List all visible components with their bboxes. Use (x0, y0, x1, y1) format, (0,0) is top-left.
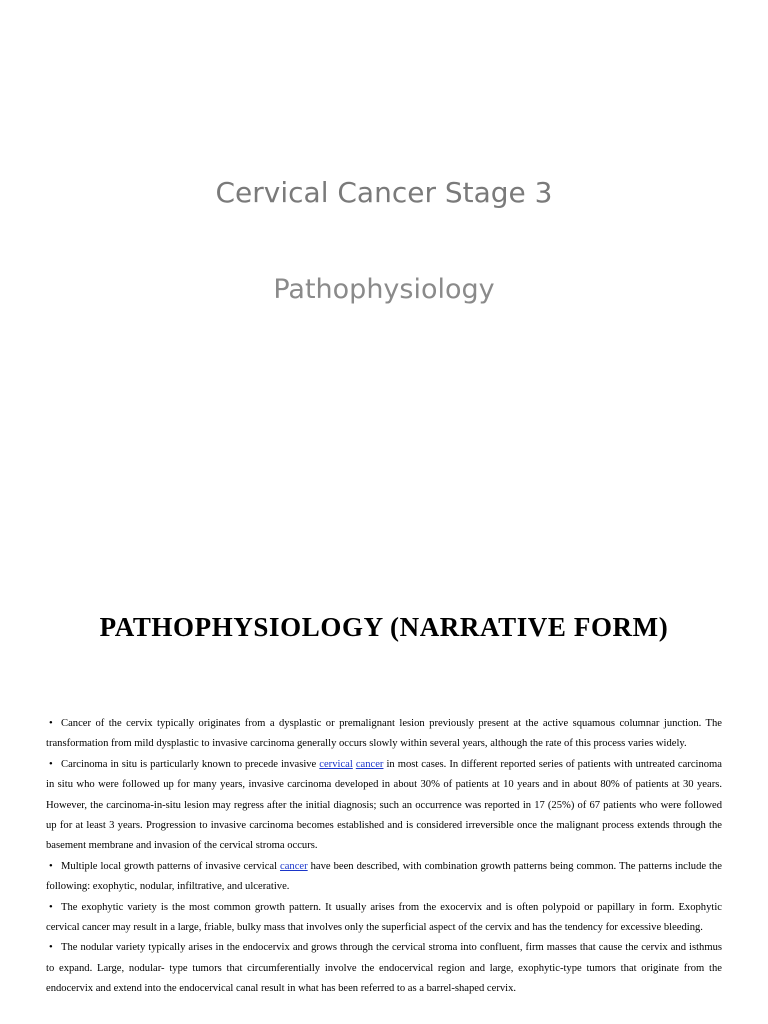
cervical-link[interactable]: cervical (319, 758, 353, 770)
paragraph-text-after: have been described, with combination growth patterns being common. The patterns include the following: exophytic, nodular, infiltrative, and ulcerative. (46, 860, 722, 893)
paragraph-text: The nodular variety typically arises in the endocervix and grows through the cervical stroma into confluent, firm masses that cause the cervix and isthmus to expand. Large, nodular- type tumors that circumferentially involve the endocervical region and large, exophytic-type tumors that originate from the endocervix and extend into the endocervical canal result in what has been referred to as a barrel-shaped cervix. (46, 942, 722, 995)
cancer-link[interactable]: cancer (355, 758, 384, 770)
bullet-paragraph-5 (46, 938, 722, 999)
slide-subtitle: Pathophysiology (273, 274, 495, 305)
paragraph-text: Cancer of the cervix typically originates from a dysplastic or premalignant lesion previously present at the active squamous columnar junction. The transformation from mild dysplastic to invasive carcinoma generally occurs slowly within several years, although the rate of this process varies widely. (46, 718, 722, 750)
slide-title: Cervical Cancer Stage 3 (215, 176, 553, 209)
narrative-body (46, 714, 722, 1000)
bullet-icon: • (49, 942, 53, 954)
narrative-slide (0, 576, 768, 1024)
paragraph-text-before: Carcinoma in situ is particularly known to precede invasive (61, 758, 320, 770)
paragraph-text-after: in most cases. In different reported series of patients with untreated carcinoma in situ who were followed up for many years, invasive carcinoma developed in about 30% of patients at 10 years and in about 80% of patients at 30 years. However, the carcinoma-in-situ lesion may regress after the initial diagnosis; such an occurrence was reported in 17 (25%) of 67 patients who were followed up for at least 3 years. Progression to invasive carcinoma becomes established and is considered irreversible once the malignant process extends through the basement membrane and invasion of the cervical stroma occurs. (46, 758, 722, 852)
bullet-icon: • (49, 860, 53, 872)
bullet-paragraph-2 (46, 755, 722, 857)
bullet-paragraph-1 (46, 714, 722, 755)
narrative-heading: PATHOPHYSIOLOGY (NARRATIVE FORM) (99, 612, 669, 642)
paragraph-text: The exophytic variety is the most common growth pattern. It usually arises from the exocervix and is often polypoid or papillary in form. Exophytic cervical cancer may result in a large, friable, bulky mass that involves only the superficial aspect of the cervix and has the tendency for excessive bleeding. (46, 901, 722, 934)
paragraph-text-before: Multiple local growth patterns of invasive cervical (61, 860, 281, 872)
bullet-icon: • (49, 901, 53, 913)
bullet-paragraph-3 (46, 857, 722, 898)
cancer-link[interactable]: cancer (280, 860, 308, 872)
bullet-paragraph-4 (46, 898, 722, 939)
bullet-icon: • (49, 758, 53, 770)
bullet-icon: • (49, 718, 53, 729)
